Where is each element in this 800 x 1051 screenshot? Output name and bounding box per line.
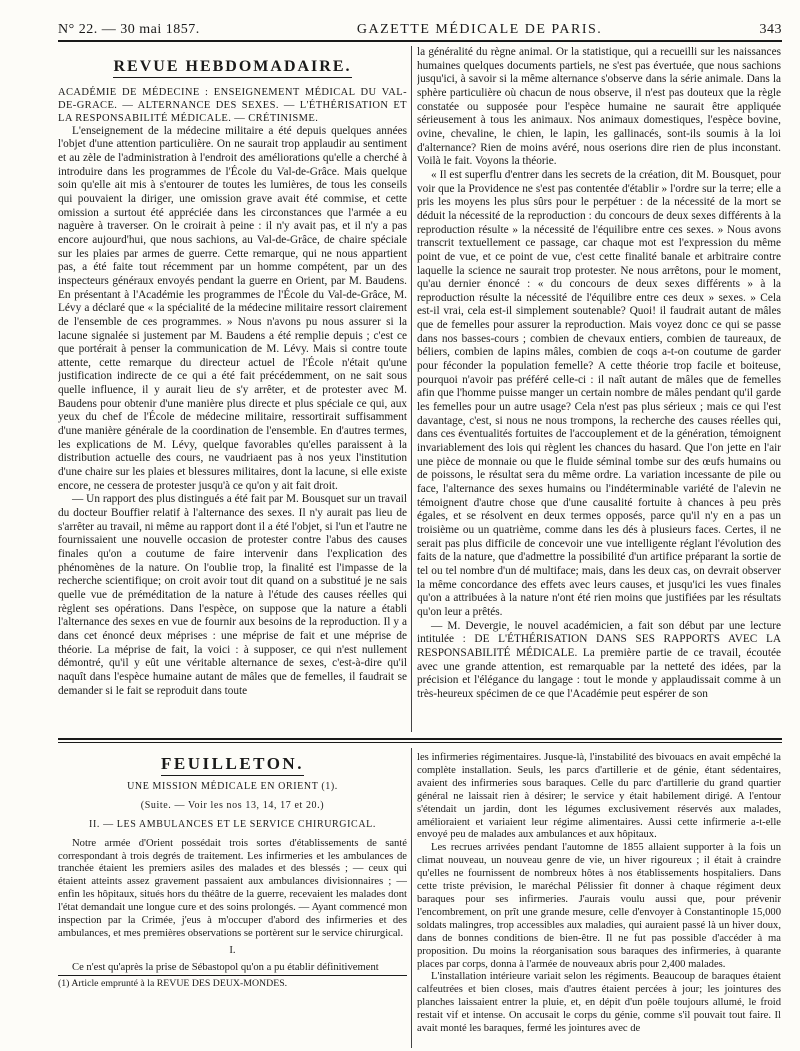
page-header (58, 12, 782, 42)
roman-numeral: I. (229, 944, 236, 956)
journal-title: GAZETTE MÉDICALE DE PARIS. (356, 22, 603, 37)
page-number: 343 (759, 22, 782, 37)
issue-date: N° 22. — 30 mai 1857. (58, 22, 200, 37)
feuilleton-paragraph: Les recrues arrivées pendant l'automne de 1855 allaient supporter à la fois un climat nouveau, un nouveau genre de vie, un hiver rigoureux ; il était à craindre qu'elles ne fournissent de nombreux hôtes à nos établissements hospitaliers. Dans cette triste prévision, le maréchal Pélissier fit donner à chaque régiment deux baraques pour ses infirmeries. J'aurais voulu aussi que, pour prévenir l'encombrement, on prît une grande mesure, celle d'envoyer à Constantinople 15,000 soldats malingres, trop accessibles aux maladies, qui auraient passé là un hiver doux, dans de bonnes conditions de bien-être. Il ne fut pas possible d'accéder à ma proposition. Du moins la réorganisation sous baraques des infirmeries, à quarante places par corps, donna à l'armée de nouveaux abris pour 2,400 malades. (417, 842, 781, 970)
footnote: (1) Article emprunté à la REVUE DES DEUX-MONDES. (58, 975, 407, 991)
revue-paragraph: « Il est superflu d'entrer dans les secrets de la création, dit M. Bousquet, pour voir que la Providence ne s'est pas contentée d'établir » l'ordre sur la terre; elle a pris les moyens les plus sûrs pour le perpétuer : de la nécessité de la mort se déduit la nécessité de la reproduction : du concours de deux sexes différents à la reproduction résulte » la nécessité de l'équilibre entre ces sexes. » Nous avons transcrit textuellement ce passage, car chaque mot est l'expression du même point de vue, et ce point de vue, c'est cette finalité banale et arbitraire contre laquelle la science ne saurait trop protester. Ne nous arrêtons, pour le moment, qu'au dernier énoncé : « du concours de deux sexes différents » à la reproduction résulte la nécessité de l'équilibre entre ces deux » sexes. » Cela est-il vrai, cela est-il simplement soutenable? Quoi! il faudrait autant de mâles que de femelles pour assurer la reproduction. Mais voyez donc ce qui se passe dans nos basses-cours ; combien de chevaux entiers, combien de taureaux, de béliers, combien de lapins mâles, combien de coqs a-t-on coutume de garder pour féconder la population femelle? A cette théorie trop facile et boiteuse, pourquoi n'avoir pas préféré celle-ci : il naît autant de mâles que de femelles afin que l'homme puisse manger un certain nombre de mâles pendant qu'il garde les femelles pour un autre usage? Cela n'est pas plus sérieux ; mais ce qui l'est davantage, c'est, si nous ne nous trompons, la recherche des causes réelles qui, dans ces éventualités fortuites de l'accouplement et de la génération, témoignent invariablement des lois qui règlent les chances du hasard. Que l'on jette en l'air une pièce de monnaie ou que le fluide séminal tombe sur des œufs humains ou de poissons, le résultat sera du même ordre. La variation incessante de pile ou face, l'alternance des sexes humains ou l'indéterminable variété de l'alevin ne témoignent d'autre chose que d'une causalité fortuite à chances à peu près égales, et se résolvent en deux termes opposés, parce qu'il n'y en a pas un troisième ou un quatrième, comme dans les dés à plusieurs faces. Certes, il ne serait pas plus difficile de concevoir une vue intelligente réglant l'évolution des faits de la nature, que d'admettre la possibilité d'un artifice préparant la sortie de tel ou tel nombre d'un dé multiface; mais, dans les deux cas, on devrait observer la même concordance des effets avec leurs causes, et jusqu'ici les vues finales qu'on a attribuées à la nature n'ont été rien moins que justifiées par les résultats qu'on leur a prêtés. (417, 168, 781, 618)
feuilleton-paragraph: L'installation intérieure variait selon les régiments. Beaucoup de baraques étaient calfeutrées et bien closes, mais d'autres étaient percées à jour; les jointures des planches laissaient entrer la pluie, et, en dépit d'un poêle toujours allumé, le froid restait vif et intense. On accusait le corps du génie, comme s'il pouvait tout faire. Il avait monté les baraques, fermé les jointures avec de (417, 971, 781, 1035)
section-heading: II. — LES AMBULANCES ET LE SERVICE CHIRURGICAL. (89, 818, 376, 830)
feuilleton-paragraph: Notre armée d'Orient possédait trois sortes d'établissements de santé correspondant à trois degrés de traitement. Les infirmeries et les ambulances de tranchée étaient les premiers asiles des malades et des blessés ; — ceux qui étaient atteints assez gravement passaient aux ambulances divisionnaires ; — enfin les hôpitaux, situés hors du théâtre de la guerre, recevaient les malades dont l'état demandait une longue cure et des soins prolongés. — Ayant commencé mon inspection par la Crimée, j'eus à m'occuper d'abord des infirmeries et des ambulances, et mes premières observations se portèrent sur le service chirurgical. (58, 837, 407, 939)
column-divider (411, 748, 412, 1048)
feuilleton-right-column (417, 752, 781, 1048)
revue-paragraph: — M. Devergie, le nouvel académicien, a fait son début par une lecture intitulée : DE L'ÉTHÉRISATION DANS SES RAPPORTS AVEC LA RESPONSABILITÉ MÉDICALE. La première partie de ce travail, écoutée avec une grande attention, est remarquable par la netteté des idées, par la précision et l'élégance du langage : tout le monde y applaudissait comme à un très-heureux spécimen de ce que l'Académie peut espérer de son (417, 619, 781, 700)
revue-right-column (417, 46, 781, 730)
suite-note: (Suite. — Voir les nos 13, 14, 17 et 20.) (140, 799, 325, 811)
revue-left-column (58, 46, 407, 730)
column-divider (411, 46, 412, 732)
revue-title: REVUE HEBDOMADAIRE. (58, 60, 407, 74)
feuilleton-paragraph: Ce n'est qu'après la prise de Sébastopol qu'on a pu établir définitivement (72, 961, 379, 973)
feuilleton-title: FEUILLETON. (58, 758, 407, 771)
revue-paragraph: L'enseignement de la médecine militaire a été depuis quelques années l'objet d'une attention particulière. On ne saurait trop applaudir au sentiment et au zèle de l'administration à l'endroit des améliorations qu'elle a cherché à introduire dans les programmes de l'École du Val-de-Grâce. Mais quelque soin qu'elle ait mis à s'entourer de toutes les lumières, de tous les conseils qui pouvaient la diriger, une omission grave avait été commise, et cette omission a surtout été appréciée dans les circonstances que l'armée a eu naguère à traverser. On le croirait à peine : il n'y avait pas, et il n'y a pas encore aujourd'hui, que nous sachions, au Val-de-Grâce, de chaire spéciale sur les plaies par armes de guerre. Cette remarque, qui ne nous appartient pas, a été faite tout récemment par un homme compétent, par un des inspecteurs généraux envoyés pendant la guerre en Orient, par M. Baudens. En présentant à l'Académie les programmes de l'École du Val-de-Grâce, M. Lévy a déclaré que « la spécialité de la médecine militaire ressort clairement de l'ensemble de ces programmes. » Nous n'avons pu nous assurer si la lacune signalée si justement par M. Baudens a été remplie depuis ; c'est ce que portérait à penser la communication de M. Lévy. Mais si contre toute attente, cette remarque du directeur actuel de l'École n'était qu'une justification indirecte de ce qui a été fait précédemment, on ne sait sous quelle influence, il y aurait lieu de s'y arrêter, et de protester avec M. Baudens pour obtenir d'une manière plus directe et plus spéciale ce qui, aux yeux du chef de l'École de médecine militaire, ressortirait suffisamment d'une manière générale de la coordination de l'ensemble. En d'autres termes, les explications de M. Lévy, quelque favorables qu'elles paraissent à la distribution actuelle des cours, ne vaudriaent pas à nos yeux l'institution d'une chaire sur les plaies et blessures militaires, dont la lacune, si elle existe encore, ne cessera de protester jusqu'à ce qu'on y ait fait droit. (58, 124, 407, 492)
feuilleton-paragraph: les infirmeries régimentaires. Jusque-là, l'instabilité des bivouacs en avait empêché la complète installation. Seuls, les parcs d'artillerie et de génie, étant sédentaires, avaient des infirmeries sous baraques. Celle du parc d'artillerie du grand quartier général ne laissait rien à désirer; le service y était habilement dirigé. A l'entour s'étendait un jardin, dont les légumes exclusivement réservés aux malades, amélioraient et variaient leur régime alimentaires. Aussi cette infirmerie a-t-elle envoyé peu de malades aux ambulances et aux hôpitaux. (417, 752, 781, 841)
feuilleton-divider (58, 738, 782, 743)
revue-subheading: ACADÉMIE DE MÉDECINE : ENSEIGNEMENT MÉDICAL DU VAL-DE-GRACE. — ALTERNANCE DES SEXES. — L'ÉTHÉRISATION ET LA RESPONSABILITÉ MÉDICALE. — CRÉTINISME. (58, 86, 407, 124)
feuilleton-left-column (58, 752, 407, 1048)
mission-title: UNE MISSION MÉDICALE EN ORIENT (1). (127, 780, 338, 792)
revue-paragraph: la généralité du règne animal. Or la statistique, qui a recueilli sur les naissances humaines quelques documents partiels, ne s'est pas évertuée, que nous sachions jusqu'ici, à savoir si la même alternance s'observe dans la série animale. Dans la sphère particulière où chacun de nous observe, il n'est pas douteux que la règle constatée ou supposée pour l'espèce humaine ne saurait être appliquée sérieusement à tous les animaux. Nos animaux domestiques, l'espèce bovine, ovine, chevaline, le chien, le lapin, les gallinacés, sont-ils soumis à la loi d'alternance? Rien de moins avéré, nous oserions dire rien de plus inconstant. Voilà le fait. Voyons la théorie. (417, 46, 781, 168)
revue-paragraph: — Un rapport des plus distingués a été fait par M. Bousquet sur un travail du docteur Bouffier relatif à l'alternance des sexes. Il n'y aurait pas lieu de s'arrêter au travail, ni même au rapport dont il a été l'objet, si l'un et l'autre ne fournissaient une nouvelle occasion de protester contre l'abus des causes finales qu'on a coutume de faire intervenir dans l'explication des phénomènes de la nature. On l'oublie trop, la finalité est l'impasse de la recherche scientifique; on croit avoir tout dit quand on a substitué je ne sais quelle vue de préméditation de la nature à l'étude des causes réelles qui règlent ses opérations. Dans l'espèce, on suppose que la nature a établi l'alternance des sexes en vue de fournir aux besoins de la reproduction. Il y a dans cet énoncé deux méprises : une méprise de fait et une méprise de théorie. La méprise de fait, la voici : à supposer, ce qui n'est nullement démontré, qu'il y eût une véritable alternance de sexes, c'est-à-dire qu'il naquît dans l'espèce humaine autant de mâles que de femelles, il faudrait se demander si le fait se reproduit dans toute (58, 493, 407, 697)
